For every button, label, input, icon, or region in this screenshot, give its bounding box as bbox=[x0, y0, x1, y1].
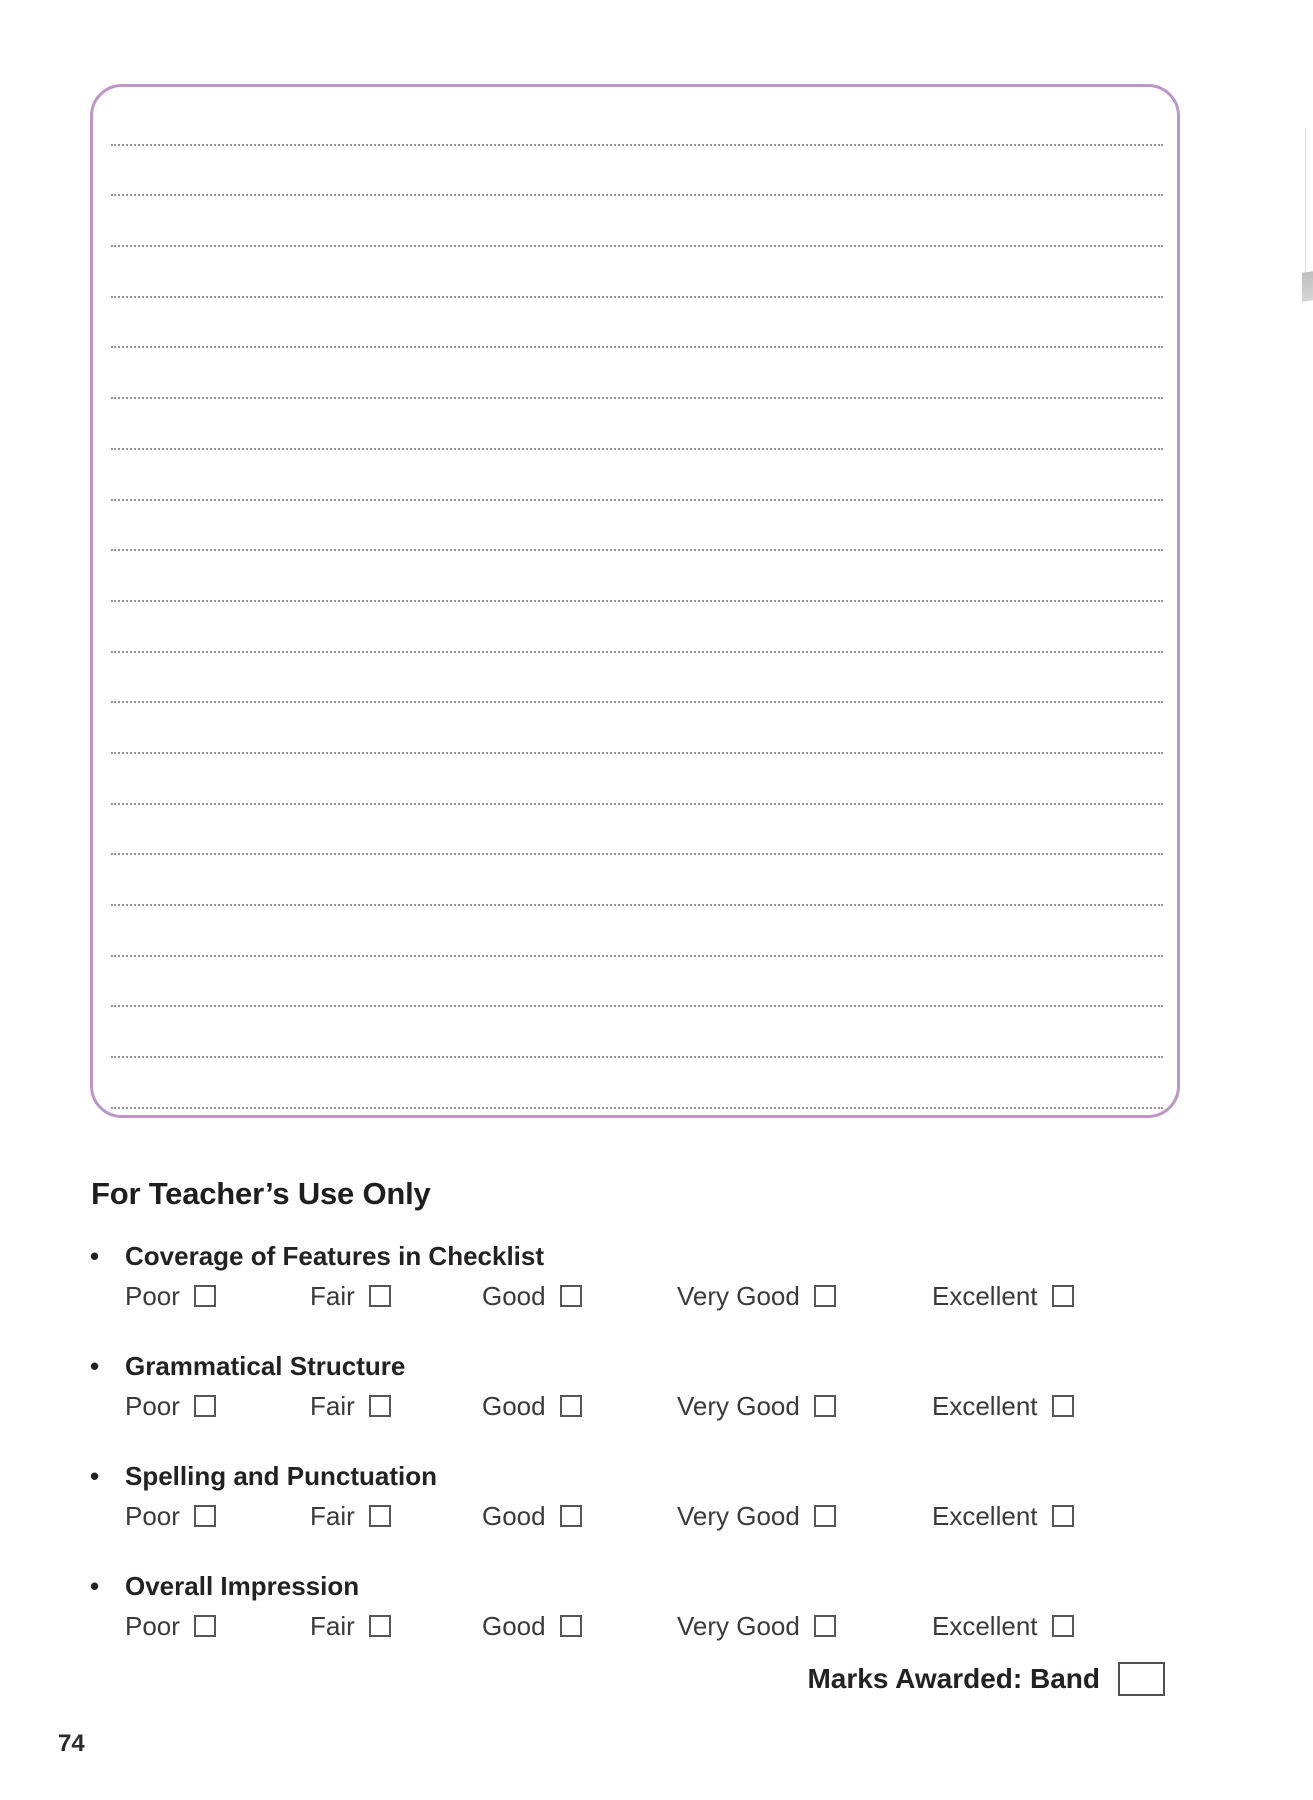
rating-option-good bbox=[482, 1498, 677, 1534]
marks-awarded-label: Marks Awarded: Band bbox=[807, 1663, 1100, 1694]
ruled-lines bbox=[111, 95, 1163, 1109]
checkbox-excellent[interactable] bbox=[1052, 1285, 1074, 1307]
rating-option-fair bbox=[310, 1498, 482, 1534]
criterion-spelling bbox=[90, 1460, 1180, 1534]
checkbox-excellent[interactable] bbox=[1052, 1395, 1074, 1417]
rating-option-poor bbox=[125, 1388, 310, 1424]
rating-option-poor bbox=[125, 1278, 310, 1314]
writing-line bbox=[111, 957, 1163, 1008]
checkbox-poor[interactable] bbox=[194, 1395, 216, 1417]
rating-label: Good bbox=[482, 1391, 546, 1421]
checkbox-poor[interactable] bbox=[194, 1285, 216, 1307]
criterion-title bbox=[90, 1350, 1180, 1383]
teacher-section-heading: For Teacher’s Use Only bbox=[91, 1176, 431, 1211]
rating-option-good bbox=[482, 1278, 677, 1314]
bullet-icon: • bbox=[90, 1571, 100, 1601]
writing-line bbox=[111, 551, 1163, 602]
criterion-label: Overall Impression bbox=[125, 1571, 360, 1601]
writing-line bbox=[111, 450, 1163, 501]
rating-option-poor bbox=[125, 1498, 310, 1534]
criterion-grammar bbox=[90, 1350, 1180, 1424]
rating-label: Fair bbox=[310, 1391, 355, 1421]
writing-line bbox=[111, 906, 1163, 957]
checkbox-good[interactable] bbox=[560, 1505, 582, 1527]
checkbox-poor[interactable] bbox=[194, 1505, 216, 1527]
criterion-title bbox=[90, 1240, 1180, 1273]
writing-line bbox=[111, 855, 1163, 906]
writing-line bbox=[111, 399, 1163, 450]
checkbox-good[interactable] bbox=[560, 1615, 582, 1637]
rating-option-very-good bbox=[677, 1608, 932, 1644]
rating-label: Poor bbox=[125, 1501, 180, 1531]
checkbox-very-good[interactable] bbox=[814, 1395, 836, 1417]
rating-option-excellent bbox=[932, 1278, 1180, 1314]
rating-row bbox=[90, 1608, 1180, 1644]
band-input-box[interactable] bbox=[1118, 1662, 1165, 1696]
rating-option-fair bbox=[310, 1608, 482, 1644]
rating-option-good bbox=[482, 1388, 677, 1424]
rating-label: Excellent bbox=[932, 1501, 1038, 1531]
criterion-label: Coverage of Features in Checklist bbox=[125, 1241, 545, 1271]
writing-line bbox=[111, 703, 1163, 754]
writing-line bbox=[111, 1058, 1163, 1109]
writing-line bbox=[111, 602, 1163, 653]
rating-label: Very Good bbox=[677, 1281, 800, 1311]
rating-label: Poor bbox=[125, 1391, 180, 1421]
rating-label: Fair bbox=[310, 1281, 355, 1311]
rating-label: Fair bbox=[310, 1501, 355, 1531]
rating-option-excellent bbox=[932, 1498, 1180, 1534]
rating-option-very-good bbox=[677, 1278, 932, 1314]
criterion-overall bbox=[90, 1570, 1180, 1644]
marks-awarded-row bbox=[807, 1662, 1165, 1696]
checkbox-fair[interactable] bbox=[369, 1615, 391, 1637]
checkbox-fair[interactable] bbox=[369, 1395, 391, 1417]
assessment-criteria-list bbox=[90, 1240, 1180, 1680]
checkbox-very-good[interactable] bbox=[814, 1505, 836, 1527]
checkbox-excellent[interactable] bbox=[1052, 1505, 1074, 1527]
rating-label: Poor bbox=[125, 1611, 180, 1641]
rating-label: Very Good bbox=[677, 1501, 800, 1531]
rating-row bbox=[90, 1388, 1180, 1424]
bullet-icon: • bbox=[90, 1351, 100, 1381]
writing-area bbox=[90, 84, 1180, 1118]
rating-option-good bbox=[482, 1608, 677, 1644]
checkbox-fair[interactable] bbox=[369, 1285, 391, 1307]
page-number: 74 bbox=[58, 1730, 85, 1757]
writing-line bbox=[111, 754, 1163, 805]
rating-option-poor bbox=[125, 1608, 310, 1644]
rating-label: Very Good bbox=[677, 1611, 800, 1641]
checkbox-fair[interactable] bbox=[369, 1505, 391, 1527]
bullet-icon: • bbox=[90, 1461, 100, 1491]
rating-label: Good bbox=[482, 1611, 546, 1641]
writing-line bbox=[111, 298, 1163, 349]
criterion-title bbox=[90, 1570, 1180, 1603]
checkbox-poor[interactable] bbox=[194, 1615, 216, 1637]
rating-label: Fair bbox=[310, 1611, 355, 1641]
rating-label: Good bbox=[482, 1501, 546, 1531]
checkbox-excellent[interactable] bbox=[1052, 1615, 1074, 1637]
rating-option-very-good bbox=[677, 1388, 932, 1424]
rating-option-very-good bbox=[677, 1498, 932, 1534]
writing-line bbox=[111, 348, 1163, 399]
criterion-title bbox=[90, 1460, 1180, 1493]
rating-row bbox=[90, 1278, 1180, 1314]
rating-option-excellent bbox=[932, 1388, 1180, 1424]
checkbox-good[interactable] bbox=[560, 1395, 582, 1417]
rating-option-excellent bbox=[932, 1608, 1180, 1644]
rating-label: Good bbox=[482, 1281, 546, 1311]
rating-label: Excellent bbox=[932, 1281, 1038, 1311]
page-edge-line bbox=[1305, 128, 1306, 273]
writing-line bbox=[111, 247, 1163, 298]
writing-line bbox=[111, 805, 1163, 856]
checkbox-very-good[interactable] bbox=[814, 1615, 836, 1637]
writing-line bbox=[111, 196, 1163, 247]
checkbox-good[interactable] bbox=[560, 1285, 582, 1307]
criterion-label: Spelling and Punctuation bbox=[125, 1461, 437, 1491]
rating-label: Poor bbox=[125, 1281, 180, 1311]
criterion-coverage bbox=[90, 1240, 1180, 1314]
page-edge-tab bbox=[1302, 271, 1313, 302]
rating-label: Excellent bbox=[932, 1611, 1038, 1641]
writing-line bbox=[111, 95, 1163, 146]
writing-line bbox=[111, 501, 1163, 552]
rating-label: Excellent bbox=[932, 1391, 1038, 1421]
rating-option-fair bbox=[310, 1278, 482, 1314]
writing-line bbox=[111, 653, 1163, 704]
rating-option-fair bbox=[310, 1388, 482, 1424]
checkbox-very-good[interactable] bbox=[814, 1285, 836, 1307]
rating-label: Very Good bbox=[677, 1391, 800, 1421]
bullet-icon: • bbox=[90, 1241, 100, 1271]
writing-line bbox=[111, 146, 1163, 197]
criterion-label: Grammatical Structure bbox=[125, 1351, 406, 1381]
writing-line bbox=[111, 1007, 1163, 1058]
rating-row bbox=[90, 1498, 1180, 1534]
